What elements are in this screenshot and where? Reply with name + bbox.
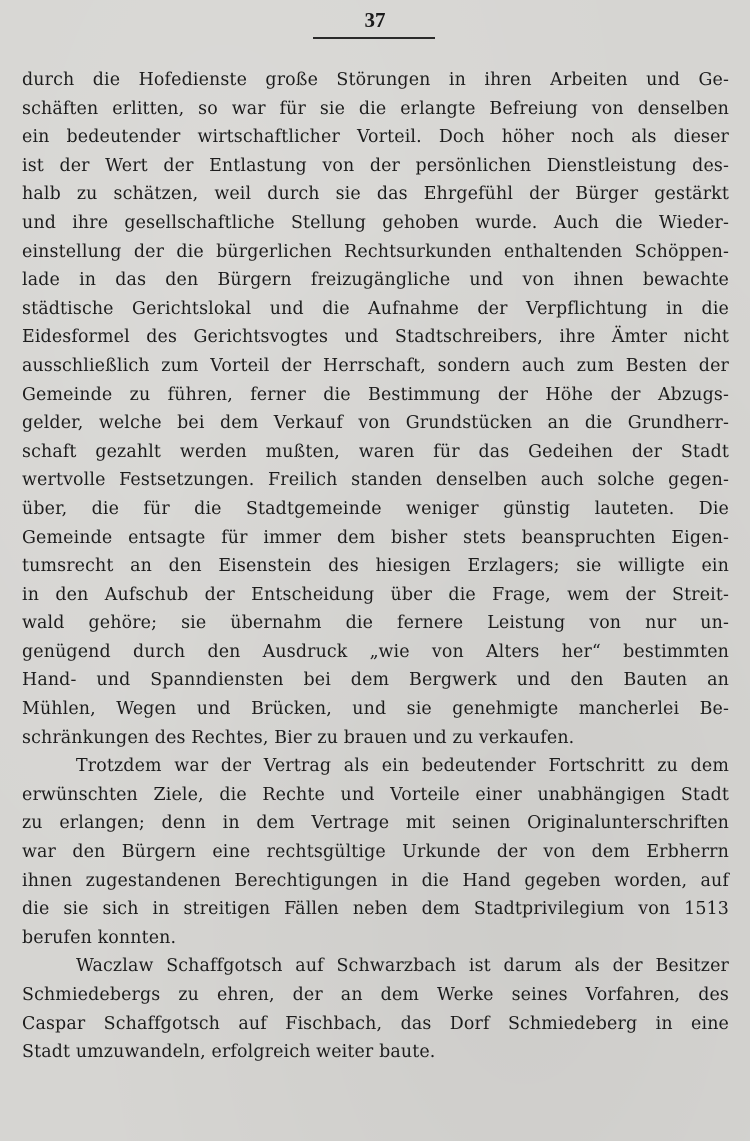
text-line: schäften erlitten, so war für sie die erlangte Befreiung von denselben	[22, 98, 729, 119]
text-line: ist der Wert der Entlastung von der persönlichen Dienstleistung des-	[22, 155, 729, 176]
text-line: Eidesformel des Gerichtsvogtes und Stadtschreibers, ihre Ämter nicht	[22, 327, 729, 348]
text-line: wertvolle Festsetzungen. Freilich standen denselben auch solche gegen-	[22, 470, 729, 491]
text-line: gelder, welche bei dem Verkauf von Grundstücken an die Grundherr-	[22, 413, 729, 434]
text-line: einstellung der die bürgerlichen Rechtsurkunden enthaltenden Schöppen-	[22, 241, 729, 262]
text-line: wald gehöre; sie übernahm die fernere Leistung von nur un-	[22, 613, 729, 634]
text-line: halb zu schätzen, weil durch sie das Ehrgefühl der Bürger gestärkt	[22, 184, 729, 205]
text-line: städtische Gerichtslokal und die Aufnahme der Verpflichtung in die	[22, 298, 729, 319]
text-line: schaft gezahlt werden mußten, waren für das Gedeihen der Stadt	[22, 441, 729, 462]
text-line: Hand- und Spanndiensten bei dem Bergwerk und den Bauten an	[22, 670, 729, 691]
text-line: lade in das den Bürgern freizugängliche und von ihnen bewachte	[22, 270, 729, 291]
text-line: Schmiedebergs zu ehren, der an dem Werke seines Vorfahren, des	[22, 985, 729, 1005]
text-line: die sie sich in streitigen Fällen neben dem Stadtprivilegium von 1513	[22, 899, 729, 920]
text-line: Waczlaw Schaffgotsch auf Schwarzbach ist darum als der Besitzer	[76, 956, 729, 977]
text-line: Mühlen, Wegen und Brücken, und sie genehmigte mancherlei Be-	[22, 699, 729, 720]
paragraph	[22, 66, 729, 752]
paragraph	[22, 952, 729, 1066]
text-line: durch die Hofedienste große Störungen in ihren Arbeiten und Ge-	[22, 70, 729, 90]
text-line: erwünschten Ziele, die Rechte und Vorteile einer unabhängigen Stadt	[22, 784, 729, 805]
text-line: zu erlangen; denn in dem Vertrage mit seinen Originalunterschriften	[22, 813, 729, 834]
text-line: Trotzdem war der Vertrag als ein bedeutender Fortschritt zu dem	[76, 756, 729, 777]
text-line: Caspar Schaffgotsch auf Fischbach, das Dorf Schmiedeberg in eine	[22, 1013, 729, 1034]
text-line: schränkungen des Rechtes, Bier zu brauen und zu verkaufen.	[22, 727, 575, 748]
text-line: in den Aufschub der Entscheidung über die Frage, wem der Streit-	[22, 584, 729, 605]
page-number: 37	[364, 8, 386, 32]
text-line: tumsrecht an den Eisenstein des hiesigen Erzlagers; sie willigte ein	[22, 556, 729, 577]
text-line: Gemeinde zu führen, ferner die Bestimmung der Höhe der Abzugs-	[22, 384, 729, 405]
header-rule	[313, 37, 435, 39]
text-line: berufen konnten.	[22, 927, 177, 948]
text-line: genügend durch den Ausdruck „wie von Alters her“ bestimmten	[22, 641, 729, 662]
text-line: Stadt umzuwandeln, erfolgreich weiter baute.	[22, 1042, 436, 1063]
text-line: ausschließlich zum Vorteil der Herrschaft, sondern auch zum Besten der	[22, 355, 729, 376]
text-line: war den Bürgern eine rechtsgültige Urkunde der von dem Erbherrn	[22, 842, 729, 863]
text-line: ein bedeutender wirtschaftlicher Vorteil. Doch höher noch als dieser	[22, 127, 729, 148]
text-line: Gemeinde entsagte für immer dem bisher stets beanspruchten Eigen-	[22, 527, 729, 548]
paragraph	[22, 752, 729, 952]
text-line: und ihre gesellschaftliche Stellung gehoben wurde. Auch die Wieder-	[22, 212, 729, 233]
text-line: ihnen zugestandenen Berechtigungen in die Hand gegeben worden, auf	[22, 870, 729, 891]
text-line: über, die für die Stadtgemeinde weniger günstig lauteten. Die	[22, 498, 729, 519]
body-text	[22, 66, 729, 1067]
